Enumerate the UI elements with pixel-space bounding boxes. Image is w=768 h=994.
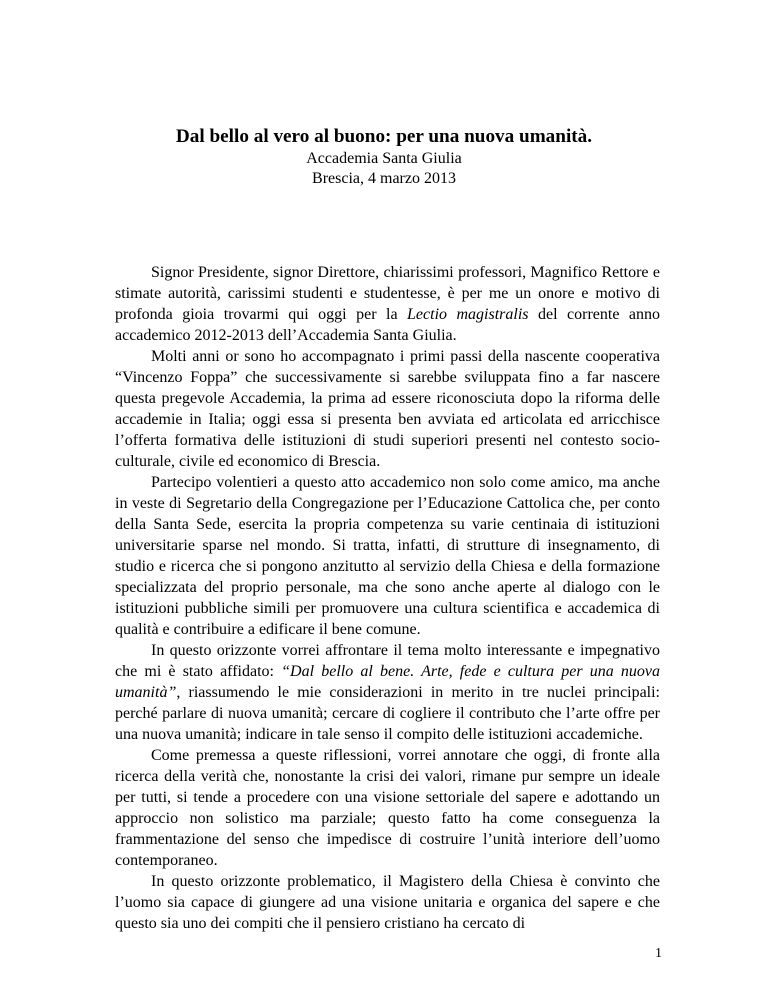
paragraph-text: In questo orizzonte problematico, il Magistero della Chiesa è convinto che l’uomo sia capace di giungere ad una visione unitaria e organica del sapere e che questo sia uno dei compiti che il pensiero cristiano ha cercato di [115, 873, 660, 932]
paragraph-text: Partecipo volentieri a questo atto accademico non solo come amico, ma anche in veste di Segretario della Congregazione per l’Educazione Cattolica che, per conto della Santa Sede, esercita la propria competenza su varie centinaia di istituzioni universitarie sparse nel mondo. Si tratta, infatti, di strutture di insegnamento, di studio e ricerca che si pongono anzitutto al servizio della Chiesa e della formazione specializzata del proprio personale, ma che sono anche aperte al dialogo con le istituzioni pubbliche simili per promuovere una cultura scientifica e accademica di qualità e contribuire a edificare il bene comune. [115, 474, 660, 638]
paragraph-text: del corrente anno accademico 2012-2013 dell’Accademia Santa Giulia. [115, 306, 660, 344]
italic-term: Lectio magistralis [407, 306, 529, 323]
document-title: Dal bello al vero al buono: per una nuova umanità. [175, 126, 593, 147]
document-body [115, 262, 660, 934]
paragraph-3 [115, 472, 660, 640]
institution-name: Accademia Santa Giulia [306, 150, 462, 167]
paragraph-text: Signor Presidente, signor Direttore, chiarissimi professori, Magnifico Rettore e stimate autorità, carissimi studenti e studentesse, è per me un onore e motivo di profonda gioia trovarmi qui oggi per la [115, 264, 660, 323]
paragraph-5 [115, 745, 660, 871]
document-header [0, 125, 768, 189]
paragraph-text: Molti anni or sono ho accompagnato i primi passi della nascente cooperativa “Vincenzo Foppa” che successivamente si sarebbe sviluppata fino a far nascere questa pregevole Accademia, la prima ad essere riconosciuta dopo la riforma delle accademie in Italia; oggi essa si presenta ben avviata ed articolata ed arricchisce l’offerta formativa delle istituzioni di studi superiori presenti nel contesto socio-culturale, civile ed economico di Brescia. [115, 348, 660, 470]
place-date: Brescia, 4 marzo 2013 [312, 170, 456, 187]
paragraph-1 [115, 262, 660, 346]
paragraph-text: , riassumendo le mie considerazioni in merito in tre nuclei principali: perché parlare di nuova umanità; cercare di cogliere il contributo che l’arte offre per una nuova umanità; indicare in tale senso il compito delle istituzioni accademiche. [115, 684, 660, 743]
paragraph-text: Come premessa a queste riflessioni, vorrei annotare che oggi, di fronte alla ricerca della verità che, nonostante la crisi dei valori, rimane pur sempre un ideale per tutti, si tende a procedere con una visione settoriale del sapere e adottando un approccio non solistico ma parziale; questo fatto ha come conseguenza la frammentazione del senso che impedisce di costruire l’unità interiore dell’uomo contemporaneo. [115, 747, 660, 869]
italic-quote: “Dal bello al bene. Arte, fede e cultura per una nuova umanità” [115, 663, 660, 701]
page-number: 1 [655, 946, 662, 961]
paragraph-text: In questo orizzonte vorrei affrontare il tema molto interessante e impegnativo che mi è stato affidato: [115, 642, 660, 680]
paragraph-6 [115, 871, 660, 934]
paragraph-2 [115, 346, 660, 472]
paragraph-4 [115, 640, 660, 745]
